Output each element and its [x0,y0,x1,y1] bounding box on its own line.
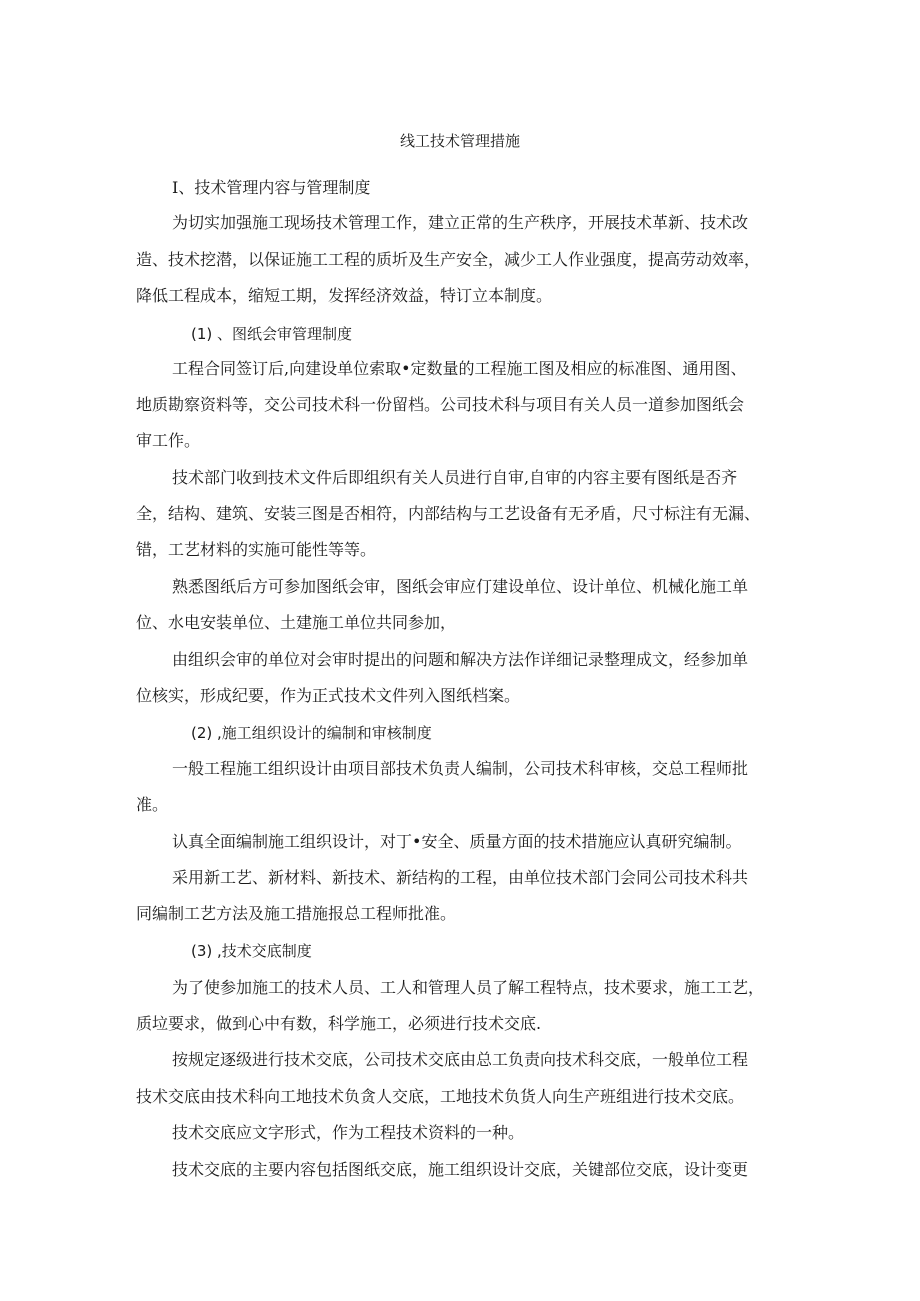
text-line: 为了使参加施工的技术人员、工人和管理人员了解工程特点，技术要求，施工工艺， [172,978,765,997]
text-line: 全，结构、建筑、安装三图是否相符，内部结构与工艺设备有无矛盾，尺寸标注有无漏、 [136,504,761,523]
text-line: 一般工程施工组织设计由项目部技术负责人编制，公司技术科审核，交总工程师批 [172,759,749,778]
text-line: 熟悉图纸后方可参加图纸会审，图纸会审应仃建设单位、设计单位、机械化施工单 [172,577,749,596]
section-heading: (2) ,施工组织设计的编制和审核制度 [191,724,432,742]
text-line: 认真全面编制施工组织设计，对丁•安全、质量方面的技术措施应认真研究编制。 [172,832,742,851]
text-line: 审工作。 [136,431,201,450]
text-line: 技术交底的主要内容包括图纸交底，施工组织设计交底，关键部位交底，设计变更 [172,1160,749,1179]
section-heading: (3) ,技术交底制度 [191,942,312,960]
text-line: 由组织会审的单位对会审时提出的问题和解决方法作详细记录整理成文，经参加单 [172,650,749,669]
text-line: 为切实加强施工现场技术管理工作，建立正常的生产秩序，开展技术革新、技术改 [172,213,749,232]
text-line: 工程合同签订后,向建设单位索取•定数量的工程施工图及相应的标准图、通用图、 [172,359,747,378]
text-line: 位核实，形成纪要，作为正式技术文件列入图纸档案。 [136,686,521,705]
text-line: 按规定逐级进行技术交底，公司技术交底由总工负责向技术科交底，一般单位工程 [172,1050,749,1069]
text-line: 降低工程成本，缩短工期，发挥经济效益，特订立本制度。 [136,286,553,305]
text-line: I、技术管理内容与管理制度 [172,178,371,197]
text-line: 技术交底由技术科向工地技术负贪人交底，工地技术负货人向生产班组进行技术交底。 [136,1087,745,1106]
text-line: 准。 [136,795,169,814]
text-line: 造、技术挖潜，以保证施工工程的质圻及生产安全，减少工人作业强度，提高劳动效率， [136,250,761,269]
text-line: 技术部门收到技术文件后即组织有关人员进行自审,自审的内容主要有图纸是否齐 [172,468,738,487]
text-line: 位、水电安装单位、土建施工单位共同参加， [136,613,457,632]
text-line: 地质勘察资料等，交公司技术科一份留档。公司技术科与项目有关人员一道参加图纸会 [136,395,745,414]
text-line: 质垃要求，做到心中有数，科学施工，必须进行技术交底. [136,1014,542,1033]
text-line: 采用新工艺、新材料、新技术、新结构的工程，由单位技术部门会同公司技术科共 [172,868,749,887]
text-line: 技术交底应文字形式，作为工程技术资料的一种。 [172,1123,525,1142]
text-line: 同编制工艺方法及施工措施报总工程师批准。 [136,904,457,923]
text-line: 错，工艺材料的实施可能性等等。 [136,540,377,559]
section-heading: (1) 、图纸会审管理制度 [191,325,353,343]
page-title: 线工技术管理措施 [399,132,520,150]
